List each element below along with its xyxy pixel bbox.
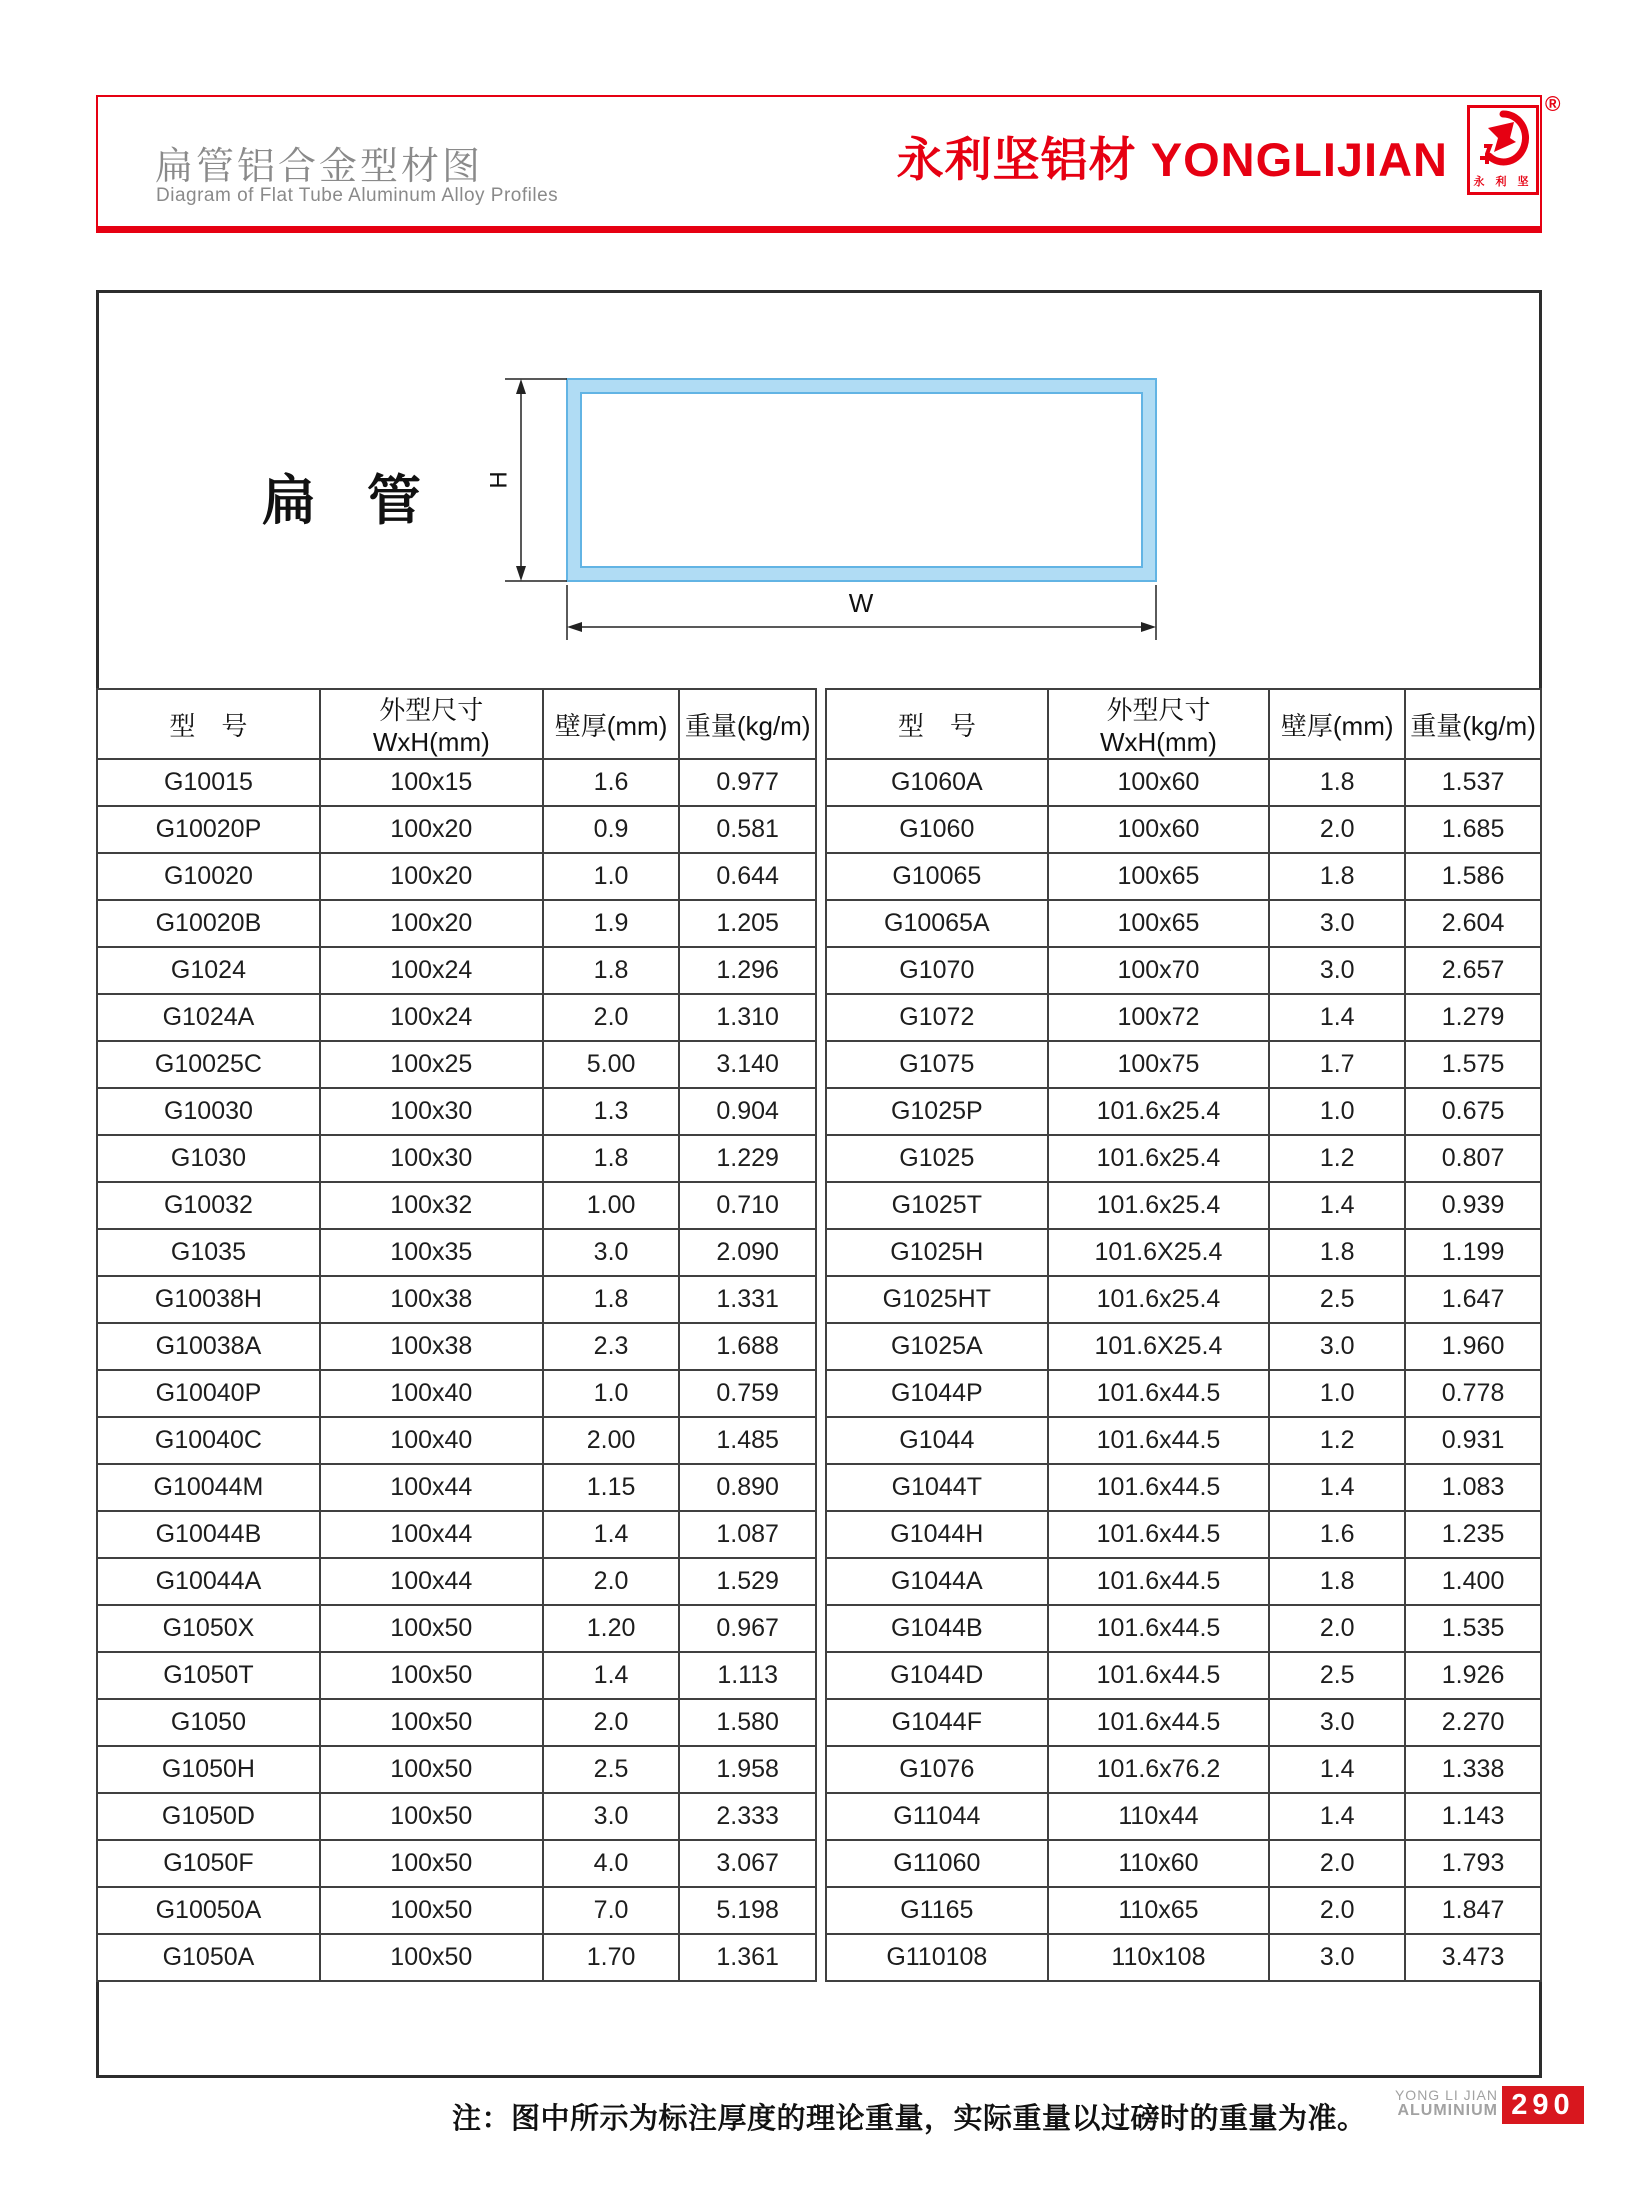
table-cell: G10038A <box>97 1323 320 1370</box>
table-row <box>826 1182 1541 1229</box>
table-cell: G1044 <box>826 1417 1048 1464</box>
table-row <box>97 759 816 806</box>
table-cell: 1.926 <box>1405 1652 1541 1699</box>
table-row <box>97 853 816 900</box>
table-cell: G1060 <box>826 806 1048 853</box>
table-cell: G1025HT <box>826 1276 1048 1323</box>
table-cell: 4.0 <box>543 1840 680 1887</box>
table-cell: 1.647 <box>1405 1276 1541 1323</box>
table-cell: 110x108 <box>1048 1934 1270 1981</box>
table-row <box>97 947 816 994</box>
table-cell: 2.333 <box>679 1793 816 1840</box>
table-row <box>826 1887 1541 1934</box>
table-row <box>97 1699 816 1746</box>
table-row <box>97 900 816 947</box>
table-cell: 100x20 <box>320 806 543 853</box>
table-cell: 100x44 <box>320 1464 543 1511</box>
table-cell: 0.759 <box>679 1370 816 1417</box>
footnote: 注：图中所示为标注厚度的理论重量，实际重量以过磅时的重量为准。 <box>452 2103 1367 2135</box>
table-cell: 1.3 <box>543 1088 680 1135</box>
table-cell: 100x44 <box>320 1511 543 1558</box>
arrow-left-icon <box>567 622 582 632</box>
table-cell: 1.15 <box>543 1464 680 1511</box>
table-cell: G10065A <box>826 900 1048 947</box>
table-row <box>97 1182 816 1229</box>
table-row <box>97 1323 816 1370</box>
table-row <box>826 1464 1541 1511</box>
table-cell: 2.0 <box>1269 1840 1405 1887</box>
table-cell: G10038H <box>97 1276 320 1323</box>
brand-logo-icon <box>1470 108 1536 170</box>
table-cell: 101.6X25.4 <box>1048 1323 1270 1370</box>
table-row <box>826 1041 1541 1088</box>
table-cell: 2.270 <box>1405 1699 1541 1746</box>
table-row <box>97 1417 816 1464</box>
table-cell: 100x20 <box>320 853 543 900</box>
table-cell: 1.8 <box>543 1135 680 1182</box>
table-cell: 0.807 <box>1405 1135 1541 1182</box>
table-cell: 100x50 <box>320 1934 543 1981</box>
table-cell: 0.904 <box>679 1088 816 1135</box>
table-cell: 1.235 <box>1405 1511 1541 1558</box>
arrow-down-icon <box>516 566 526 581</box>
table-cell: 1.4 <box>543 1652 680 1699</box>
page-subtitle: Diagram of Flat Tube Aluminum Alloy Profiles <box>156 185 559 206</box>
table-cell: 0.939 <box>1405 1182 1541 1229</box>
table-cell: 100x40 <box>320 1370 543 1417</box>
table-cell: G10040P <box>97 1370 320 1417</box>
table-cell: G10020P <box>97 806 320 853</box>
table-cell: G11044 <box>826 1793 1048 1840</box>
table-cell: 100x65 <box>1048 853 1270 900</box>
table-cell: 1.6 <box>543 759 680 806</box>
table-row <box>97 1887 816 1934</box>
table-cell: 100x72 <box>1048 994 1270 1041</box>
table-row <box>826 1088 1541 1135</box>
table-cell: G1076 <box>826 1746 1048 1793</box>
table-cell: G1024 <box>97 947 320 994</box>
table-cell: G1044F <box>826 1699 1048 1746</box>
table-cell: 1.296 <box>679 947 816 994</box>
table-cell: 101.6x44.5 <box>1048 1370 1270 1417</box>
brand-logo <box>1467 105 1539 195</box>
table-row <box>97 1464 816 1511</box>
table-cell: 1.8 <box>1269 853 1405 900</box>
table-cell: 2.0 <box>543 994 680 1041</box>
table-cell: G1025T <box>826 1182 1048 1229</box>
table-cell: 3.067 <box>679 1840 816 1887</box>
table-cell: 1.685 <box>1405 806 1541 853</box>
table-cell: G10050A <box>97 1887 320 1934</box>
table-row <box>826 1793 1541 1840</box>
table-row <box>826 1511 1541 1558</box>
table-cell: 100x35 <box>320 1229 543 1276</box>
table-cell: 1.960 <box>1405 1323 1541 1370</box>
table-cell: 1.279 <box>1405 994 1541 1041</box>
table-cell: 101.6x44.5 <box>1048 1511 1270 1558</box>
table-cell: G1025H <box>826 1229 1048 1276</box>
table-cell: 1.9 <box>543 900 680 947</box>
table-cell: 1.20 <box>543 1605 680 1652</box>
brand-name: 永利坚铝材 YONGLIJIAN <box>896 133 1448 186</box>
table-cell: G10025C <box>97 1041 320 1088</box>
table-cell: 0.931 <box>1405 1417 1541 1464</box>
table-row <box>97 1041 816 1088</box>
table-row <box>826 853 1541 900</box>
table-cell: 2.0 <box>543 1699 680 1746</box>
column-header: 型 号 <box>826 689 1048 759</box>
table-header-row <box>826 689 1541 759</box>
spec-table-right <box>825 688 1542 1982</box>
table-row <box>826 1840 1541 1887</box>
table-cell: 1.7 <box>1269 1041 1405 1088</box>
table-cell: G1044D <box>826 1652 1048 1699</box>
table-cell: G1070 <box>826 947 1048 994</box>
table-cell: 0.967 <box>679 1605 816 1652</box>
table-row <box>97 1934 816 1981</box>
table-cell: 1.958 <box>679 1746 816 1793</box>
table-cell: G10020 <box>97 853 320 900</box>
table-cell: 0.581 <box>679 806 816 853</box>
table-cell: 100x38 <box>320 1276 543 1323</box>
flat-tube-diagram <box>460 340 1200 670</box>
table-cell: 1.310 <box>679 994 816 1041</box>
table-cell: 100x24 <box>320 947 543 994</box>
table-cell: 1.4 <box>1269 1746 1405 1793</box>
table-cell: 1.338 <box>1405 1746 1541 1793</box>
table-cell: G1050H <box>97 1746 320 1793</box>
table-cell: 1.0 <box>1269 1370 1405 1417</box>
column-header: 外型尺寸WxH(mm) <box>320 689 543 759</box>
table-row <box>826 1746 1541 1793</box>
table-cell: 100x25 <box>320 1041 543 1088</box>
table-row <box>826 1605 1541 1652</box>
table-row <box>826 994 1541 1041</box>
table-cell: 3.0 <box>1269 1323 1405 1370</box>
table-cell: 2.0 <box>1269 1887 1405 1934</box>
table-cell: G10044A <box>97 1558 320 1605</box>
table-cell: 2.5 <box>1269 1276 1405 1323</box>
section-label: 扁 管 <box>262 471 440 531</box>
table-cell: 3.0 <box>543 1793 680 1840</box>
table-cell: 1.205 <box>679 900 816 947</box>
table-cell: 1.331 <box>679 1276 816 1323</box>
table-row <box>826 806 1541 853</box>
arrow-right-icon <box>1141 622 1156 632</box>
table-cell: 101.6x25.4 <box>1048 1276 1270 1323</box>
table-cell: 1.087 <box>679 1511 816 1558</box>
table-row <box>826 1417 1541 1464</box>
table-cell: 2.0 <box>1269 806 1405 853</box>
table-cell: 110x65 <box>1048 1887 1270 1934</box>
column-header: 壁厚(mm) <box>1269 689 1405 759</box>
table-cell: 1.361 <box>679 1934 816 1981</box>
table-cell: 2.5 <box>543 1746 680 1793</box>
table-cell: G1050X <box>97 1605 320 1652</box>
table-cell: 1.485 <box>679 1417 816 1464</box>
table-cell: 1.2 <box>1269 1417 1405 1464</box>
page-number-badge: 290 <box>1502 2086 1584 2124</box>
table-row <box>826 1558 1541 1605</box>
dim-label-h: H <box>485 471 513 489</box>
table-cell: G1024A <box>97 994 320 1041</box>
table-cell: 0.890 <box>679 1464 816 1511</box>
table-cell: 2.3 <box>543 1323 680 1370</box>
table-cell: G1050 <box>97 1699 320 1746</box>
table-cell: 3.0 <box>1269 947 1405 994</box>
table-cell: G1044P <box>826 1370 1048 1417</box>
table-cell: 1.847 <box>1405 1887 1541 1934</box>
table-cell: 2.00 <box>543 1417 680 1464</box>
table-cell: 101.6x25.4 <box>1048 1182 1270 1229</box>
table-row <box>97 1276 816 1323</box>
table-cell: 100x50 <box>320 1746 543 1793</box>
table-cell: 0.675 <box>1405 1088 1541 1135</box>
table-cell: 1.2 <box>1269 1135 1405 1182</box>
table-row <box>97 1558 816 1605</box>
table-cell: 2.090 <box>679 1229 816 1276</box>
table-cell: 1.0 <box>543 853 680 900</box>
table-cell: 100x20 <box>320 900 543 947</box>
table-cell: G110108 <box>826 1934 1048 1981</box>
table-row <box>826 1699 1541 1746</box>
table-cell: 100x60 <box>1048 806 1270 853</box>
table-cell: G10015 <box>97 759 320 806</box>
table-cell: G10044B <box>97 1511 320 1558</box>
table-cell: 100x75 <box>1048 1041 1270 1088</box>
table-cell: 100x50 <box>320 1699 543 1746</box>
table-cell: G1044T <box>826 1464 1048 1511</box>
table-cell: 0.778 <box>1405 1370 1541 1417</box>
table-cell: 1.199 <box>1405 1229 1541 1276</box>
table-cell: G1072 <box>826 994 1048 1041</box>
table-cell: 1.688 <box>679 1323 816 1370</box>
table-row <box>826 1370 1541 1417</box>
table-cell: 3.140 <box>679 1041 816 1088</box>
table-row <box>97 1135 816 1182</box>
table-cell: 100x65 <box>1048 900 1270 947</box>
table-cell: 100x50 <box>320 1840 543 1887</box>
table-cell: 1.0 <box>1269 1088 1405 1135</box>
column-header: 壁厚(mm) <box>543 689 680 759</box>
table-cell: G10032 <box>97 1182 320 1229</box>
table-cell: 101.6x44.5 <box>1048 1558 1270 1605</box>
table-cell: 2.604 <box>1405 900 1541 947</box>
table-row <box>97 1793 816 1840</box>
registered-trademark-icon: ® <box>1545 93 1561 116</box>
table-cell: 1.4 <box>1269 1793 1405 1840</box>
table-cell: 101.6x44.5 <box>1048 1464 1270 1511</box>
table-cell: 1.113 <box>679 1652 816 1699</box>
table-cell: 100x70 <box>1048 947 1270 994</box>
table-cell: G1025P <box>826 1088 1048 1135</box>
table-cell: 0.710 <box>679 1182 816 1229</box>
table-cell: 100x38 <box>320 1323 543 1370</box>
table-cell: 2.0 <box>543 1558 680 1605</box>
table-cell: 3.0 <box>543 1229 680 1276</box>
table-cell: G1044H <box>826 1511 1048 1558</box>
table-cell: 110x60 <box>1048 1840 1270 1887</box>
table-cell: 1.793 <box>1405 1840 1541 1887</box>
table-cell: 100x60 <box>1048 759 1270 806</box>
footer-brand-line1: YONG LI JIAN <box>1394 2087 1498 2103</box>
table-row <box>97 806 816 853</box>
table-cell: 1.4 <box>1269 994 1405 1041</box>
table-cell: G1060A <box>826 759 1048 806</box>
dim-label-w: W <box>848 588 874 618</box>
table-cell: 3.473 <box>1405 1934 1541 1981</box>
table-cell: 100x50 <box>320 1887 543 1934</box>
table-cell: 1.00 <box>543 1182 680 1229</box>
table-row <box>826 1229 1541 1276</box>
table-cell: 3.0 <box>1269 1699 1405 1746</box>
table-cell: G10030 <box>97 1088 320 1135</box>
table-cell: G1025A <box>826 1323 1048 1370</box>
table-row <box>826 947 1541 994</box>
table-cell: 1.4 <box>1269 1182 1405 1229</box>
brand-logo-text: 永 利 坚 <box>1473 176 1533 188</box>
table-cell: G10044M <box>97 1464 320 1511</box>
table-cell: 1.229 <box>679 1135 816 1182</box>
table-cell: 100x24 <box>320 994 543 1041</box>
table-cell: 2.0 <box>1269 1605 1405 1652</box>
spec-table-left <box>96 688 817 1982</box>
table-row <box>826 1652 1541 1699</box>
table-row <box>826 1934 1541 1981</box>
table-row <box>826 1276 1541 1323</box>
table-cell: 1.4 <box>1269 1464 1405 1511</box>
table-cell: 1.8 <box>543 947 680 994</box>
table-cell: 100x50 <box>320 1652 543 1699</box>
arrow-up-icon <box>516 379 526 394</box>
table-cell: G1050F <box>97 1840 320 1887</box>
column-header: 重量(kg/m) <box>1405 689 1541 759</box>
table-cell: 5.198 <box>679 1887 816 1934</box>
table-cell: 101.6x25.4 <box>1048 1088 1270 1135</box>
table-cell: 1.4 <box>543 1511 680 1558</box>
table-cell: 101.6X25.4 <box>1048 1229 1270 1276</box>
table-cell: 1.8 <box>1269 759 1405 806</box>
table-cell: 1.586 <box>1405 853 1541 900</box>
table-cell: 1.580 <box>679 1699 816 1746</box>
table-row <box>97 1088 816 1135</box>
table-cell: 3.0 <box>1269 1934 1405 1981</box>
table-cell: 100x30 <box>320 1088 543 1135</box>
table-header-row <box>826 689 1541 759</box>
table-cell: G10020B <box>97 900 320 947</box>
table-cell: 100x50 <box>320 1793 543 1840</box>
footer-brand <box>1340 2088 1498 2119</box>
table-cell: 100x44 <box>320 1558 543 1605</box>
table-cell: G1050D <box>97 1793 320 1840</box>
tube-inner-cavity <box>581 393 1142 567</box>
table-cell: 101.6x44.5 <box>1048 1605 1270 1652</box>
table-cell: 100x15 <box>320 759 543 806</box>
column-header: 型 号 <box>97 689 320 759</box>
header-divider <box>96 226 1542 233</box>
table-cell: G1044B <box>826 1605 1048 1652</box>
table-cell: 1.8 <box>1269 1229 1405 1276</box>
table-cell: 100x50 <box>320 1605 543 1652</box>
table-row <box>826 759 1541 806</box>
table-cell: 1.8 <box>543 1276 680 1323</box>
table-cell: 1.143 <box>1405 1793 1541 1840</box>
table-cell: 100x32 <box>320 1182 543 1229</box>
table-cell: 1.575 <box>1405 1041 1541 1088</box>
table-cell: G1030 <box>97 1135 320 1182</box>
table-cell: 101.6x44.5 <box>1048 1417 1270 1464</box>
table-cell: G11060 <box>826 1840 1048 1887</box>
height-dimension <box>505 379 567 581</box>
table-header-row <box>97 689 816 759</box>
table-cell: 1.535 <box>1405 1605 1541 1652</box>
table-cell: G1044A <box>826 1558 1048 1605</box>
table-cell: G1025 <box>826 1135 1048 1182</box>
table-cell: 2.657 <box>1405 947 1541 994</box>
table-cell: 5.00 <box>543 1041 680 1088</box>
table-cell: 100x40 <box>320 1417 543 1464</box>
column-header: 外型尺寸WxH(mm) <box>1048 689 1270 759</box>
table-cell: G1035 <box>97 1229 320 1276</box>
table-row <box>826 1135 1541 1182</box>
column-header: 重量(kg/m) <box>679 689 816 759</box>
table-row <box>826 1323 1541 1370</box>
table-cell: G1050T <box>97 1652 320 1699</box>
table-row <box>97 994 816 1041</box>
table-row <box>826 900 1541 947</box>
table-row <box>97 1511 816 1558</box>
table-cell: 0.644 <box>679 853 816 900</box>
table-cell: 1.400 <box>1405 1558 1541 1605</box>
table-cell: 101.6x44.5 <box>1048 1652 1270 1699</box>
table-row <box>97 1652 816 1699</box>
table-cell: 1.529 <box>679 1558 816 1605</box>
table-cell: 1.70 <box>543 1934 680 1981</box>
table-cell: 101.6x44.5 <box>1048 1699 1270 1746</box>
table-cell: G10065 <box>826 853 1048 900</box>
table-row <box>97 1746 816 1793</box>
table-cell: 1.0 <box>543 1370 680 1417</box>
table-cell: 101.6x25.4 <box>1048 1135 1270 1182</box>
table-cell: 110x44 <box>1048 1793 1270 1840</box>
table-cell: 0.977 <box>679 759 816 806</box>
table-cell: 7.0 <box>543 1887 680 1934</box>
table-row <box>97 1370 816 1417</box>
table-cell: 3.0 <box>1269 900 1405 947</box>
table-row <box>97 1229 816 1276</box>
table-cell: 0.9 <box>543 806 680 853</box>
table-cell: 1.083 <box>1405 1464 1541 1511</box>
table-cell: G1165 <box>826 1887 1048 1934</box>
table-cell: 1.6 <box>1269 1511 1405 1558</box>
table-cell: G1075 <box>826 1041 1048 1088</box>
page-title: 扁管铝合金型材图 <box>155 146 484 188</box>
table-cell: 101.6x76.2 <box>1048 1746 1270 1793</box>
table-row <box>97 1840 816 1887</box>
table-row <box>97 1605 816 1652</box>
header <box>96 93 1561 228</box>
table-cell: 100x30 <box>320 1135 543 1182</box>
table-header-row <box>97 689 816 759</box>
table-cell: G1050A <box>97 1934 320 1981</box>
table-cell: 1.8 <box>1269 1558 1405 1605</box>
table-cell: 1.537 <box>1405 759 1541 806</box>
table-cell: G10040C <box>97 1417 320 1464</box>
table-cell: 2.5 <box>1269 1652 1405 1699</box>
footer-brand-line2: ALUMINIUM <box>1397 2101 1498 2119</box>
